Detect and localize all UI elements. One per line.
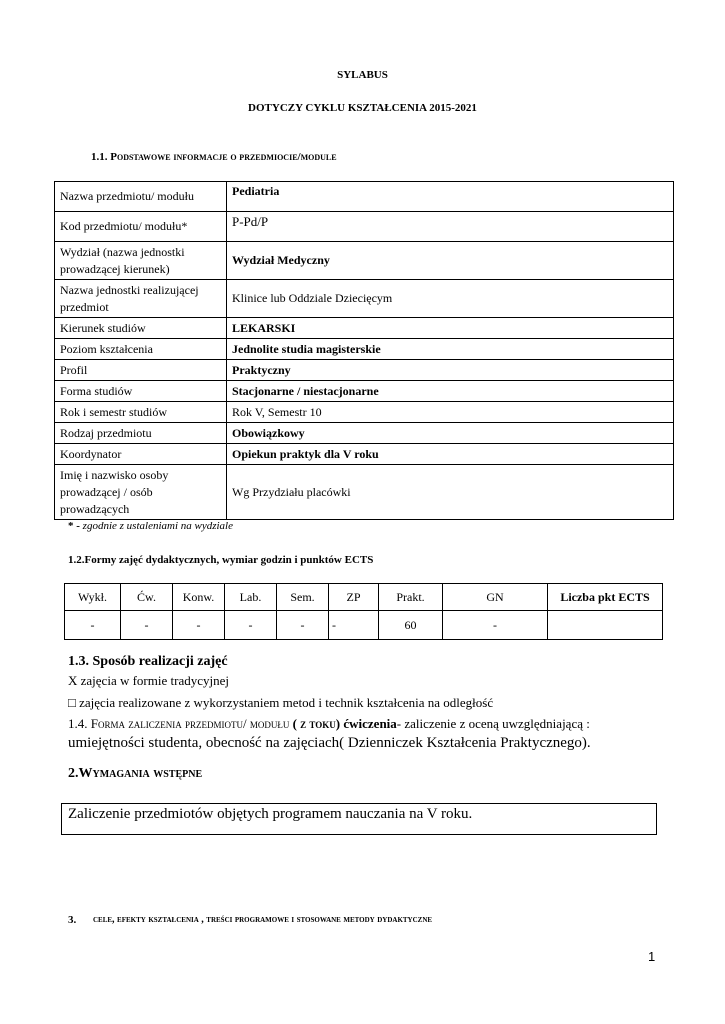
table-row xyxy=(55,339,674,360)
value-cell: - xyxy=(65,611,121,640)
table-row xyxy=(55,402,674,423)
table-row xyxy=(55,242,674,280)
value-cell: - xyxy=(225,611,277,640)
header-cell: Lab. xyxy=(225,584,277,611)
value-cell: - xyxy=(443,611,548,640)
footnote-star: * - xyxy=(68,520,80,532)
class-form: ćwiczenia xyxy=(340,716,397,731)
prerequisites-box xyxy=(61,803,657,835)
section-1-3-heading: 1.3. Sposób realizacji zajęć xyxy=(68,654,228,669)
section-2-heading: 2.Wymagania wstępne xyxy=(68,766,203,781)
value-cell xyxy=(548,611,663,640)
info-label: Profil xyxy=(55,360,227,381)
info-label: Rodzaj przedmiotu xyxy=(55,423,227,444)
value-cell: 60 xyxy=(379,611,443,640)
info-label: Poziom kształcenia xyxy=(55,339,227,360)
course-info-table xyxy=(54,181,674,520)
table-row xyxy=(55,360,674,381)
page-number: 1 xyxy=(648,949,656,964)
header-cell: Konw. xyxy=(173,584,225,611)
info-value: Opiekun praktyk dla V roku xyxy=(227,444,674,465)
info-value: Jednolite studia magisterskie xyxy=(227,339,674,360)
info-value: LEKARSKI xyxy=(227,318,674,339)
table-row xyxy=(55,444,674,465)
delivery-option-remote: □ zajęcia realizowane z wykorzystaniem metod i technik kształcenia na odległość xyxy=(68,695,494,710)
info-value: Rok V, Semestr 10 xyxy=(227,402,674,423)
header-cell: Prakt. xyxy=(379,584,443,611)
info-value: Klinice lub Oddziale Dziecięcym xyxy=(227,280,674,318)
info-label: Nazwa przedmiotu/ modułu xyxy=(55,182,227,212)
table-row xyxy=(55,318,674,339)
hours-table xyxy=(64,583,663,640)
table-row xyxy=(55,212,674,242)
table-row xyxy=(55,465,674,520)
value-cell: - xyxy=(173,611,225,640)
document-title: SYLABUS xyxy=(337,69,388,81)
info-value: Pediatria xyxy=(227,182,674,212)
header-cell: GN xyxy=(443,584,548,611)
header-cell: ZP xyxy=(329,584,379,611)
info-label: Forma studiów xyxy=(55,381,227,402)
assessment-text: - zaliczenie z oceną uwzględniającą : xyxy=(396,716,590,731)
prerequisites-text: Zaliczenie przedmiotów objętych programem nauczania na V roku. xyxy=(68,806,473,822)
info-label: Nazwa jednostki realizującej przedmiot xyxy=(55,280,227,318)
header-cell: Liczba pkt ECTS xyxy=(548,584,663,611)
info-label: Wydział (nazwa jednostki prowadzącej kierunek) xyxy=(55,242,227,280)
footnote-text: zgodnie z ustaleniami na wydziale xyxy=(79,520,233,532)
header-cell: Ćw. xyxy=(121,584,173,611)
document-subtitle: DOTYCZY CYKLU KSZTAŁCENIA 2015-2021 xyxy=(248,102,477,114)
info-value: Wg Przydziału placówki xyxy=(227,465,674,520)
info-label: Koordynator xyxy=(55,444,227,465)
info-value: P-Pd/P xyxy=(227,212,674,242)
info-label: Kierunek studiów xyxy=(55,318,227,339)
section-3-number: 3. xyxy=(68,914,77,926)
footnote xyxy=(68,520,233,532)
table-row xyxy=(65,584,663,611)
info-value: Wydział Medyczny xyxy=(227,242,674,280)
table-row xyxy=(55,280,674,318)
info-value: Stacjonarne / niestacjonarne xyxy=(227,381,674,402)
info-value: Praktyczny xyxy=(227,360,674,381)
info-label: Rok i semestr studiów xyxy=(55,402,227,423)
section-1-4-line xyxy=(68,716,590,732)
table-row xyxy=(65,611,663,640)
info-value: Obowiązkowy xyxy=(227,423,674,444)
section-1-4-heading: 1.4. Forma zaliczenia przedmiotu/ modułu xyxy=(68,716,290,731)
section-1-1-heading: 1.1. Podstawowe informacje o przedmiocie/module xyxy=(91,151,337,163)
value-cell: - xyxy=(329,611,379,640)
value-cell: - xyxy=(277,611,329,640)
value-cell: - xyxy=(121,611,173,640)
info-label: Kod przedmiotu/ modułu* xyxy=(55,212,227,242)
assessment-mode: ( z toku) xyxy=(289,716,341,731)
header-cell: Wykł. xyxy=(65,584,121,611)
header-cell: Sem. xyxy=(277,584,329,611)
table-row xyxy=(55,182,674,212)
delivery-option-traditional: X zajęcia w formie tradycyjnej xyxy=(68,673,229,688)
table-row xyxy=(55,423,674,444)
section-3-heading: cele, efekty kształcenia , treści programowe i stosowane metody dydaktyczne xyxy=(93,914,433,925)
table-row xyxy=(55,381,674,402)
assessment-details: umiejętności studenta, obecność na zajęciach( Dzienniczek Kształcenia Praktycznego). xyxy=(68,735,591,751)
section-1-2-heading: 1.2.Formy zajęć dydaktycznych, wymiar godzin i punktów ECTS xyxy=(68,554,374,566)
info-label: Imię i nazwisko osoby prowadzącej / osób prowadzących xyxy=(55,465,227,520)
